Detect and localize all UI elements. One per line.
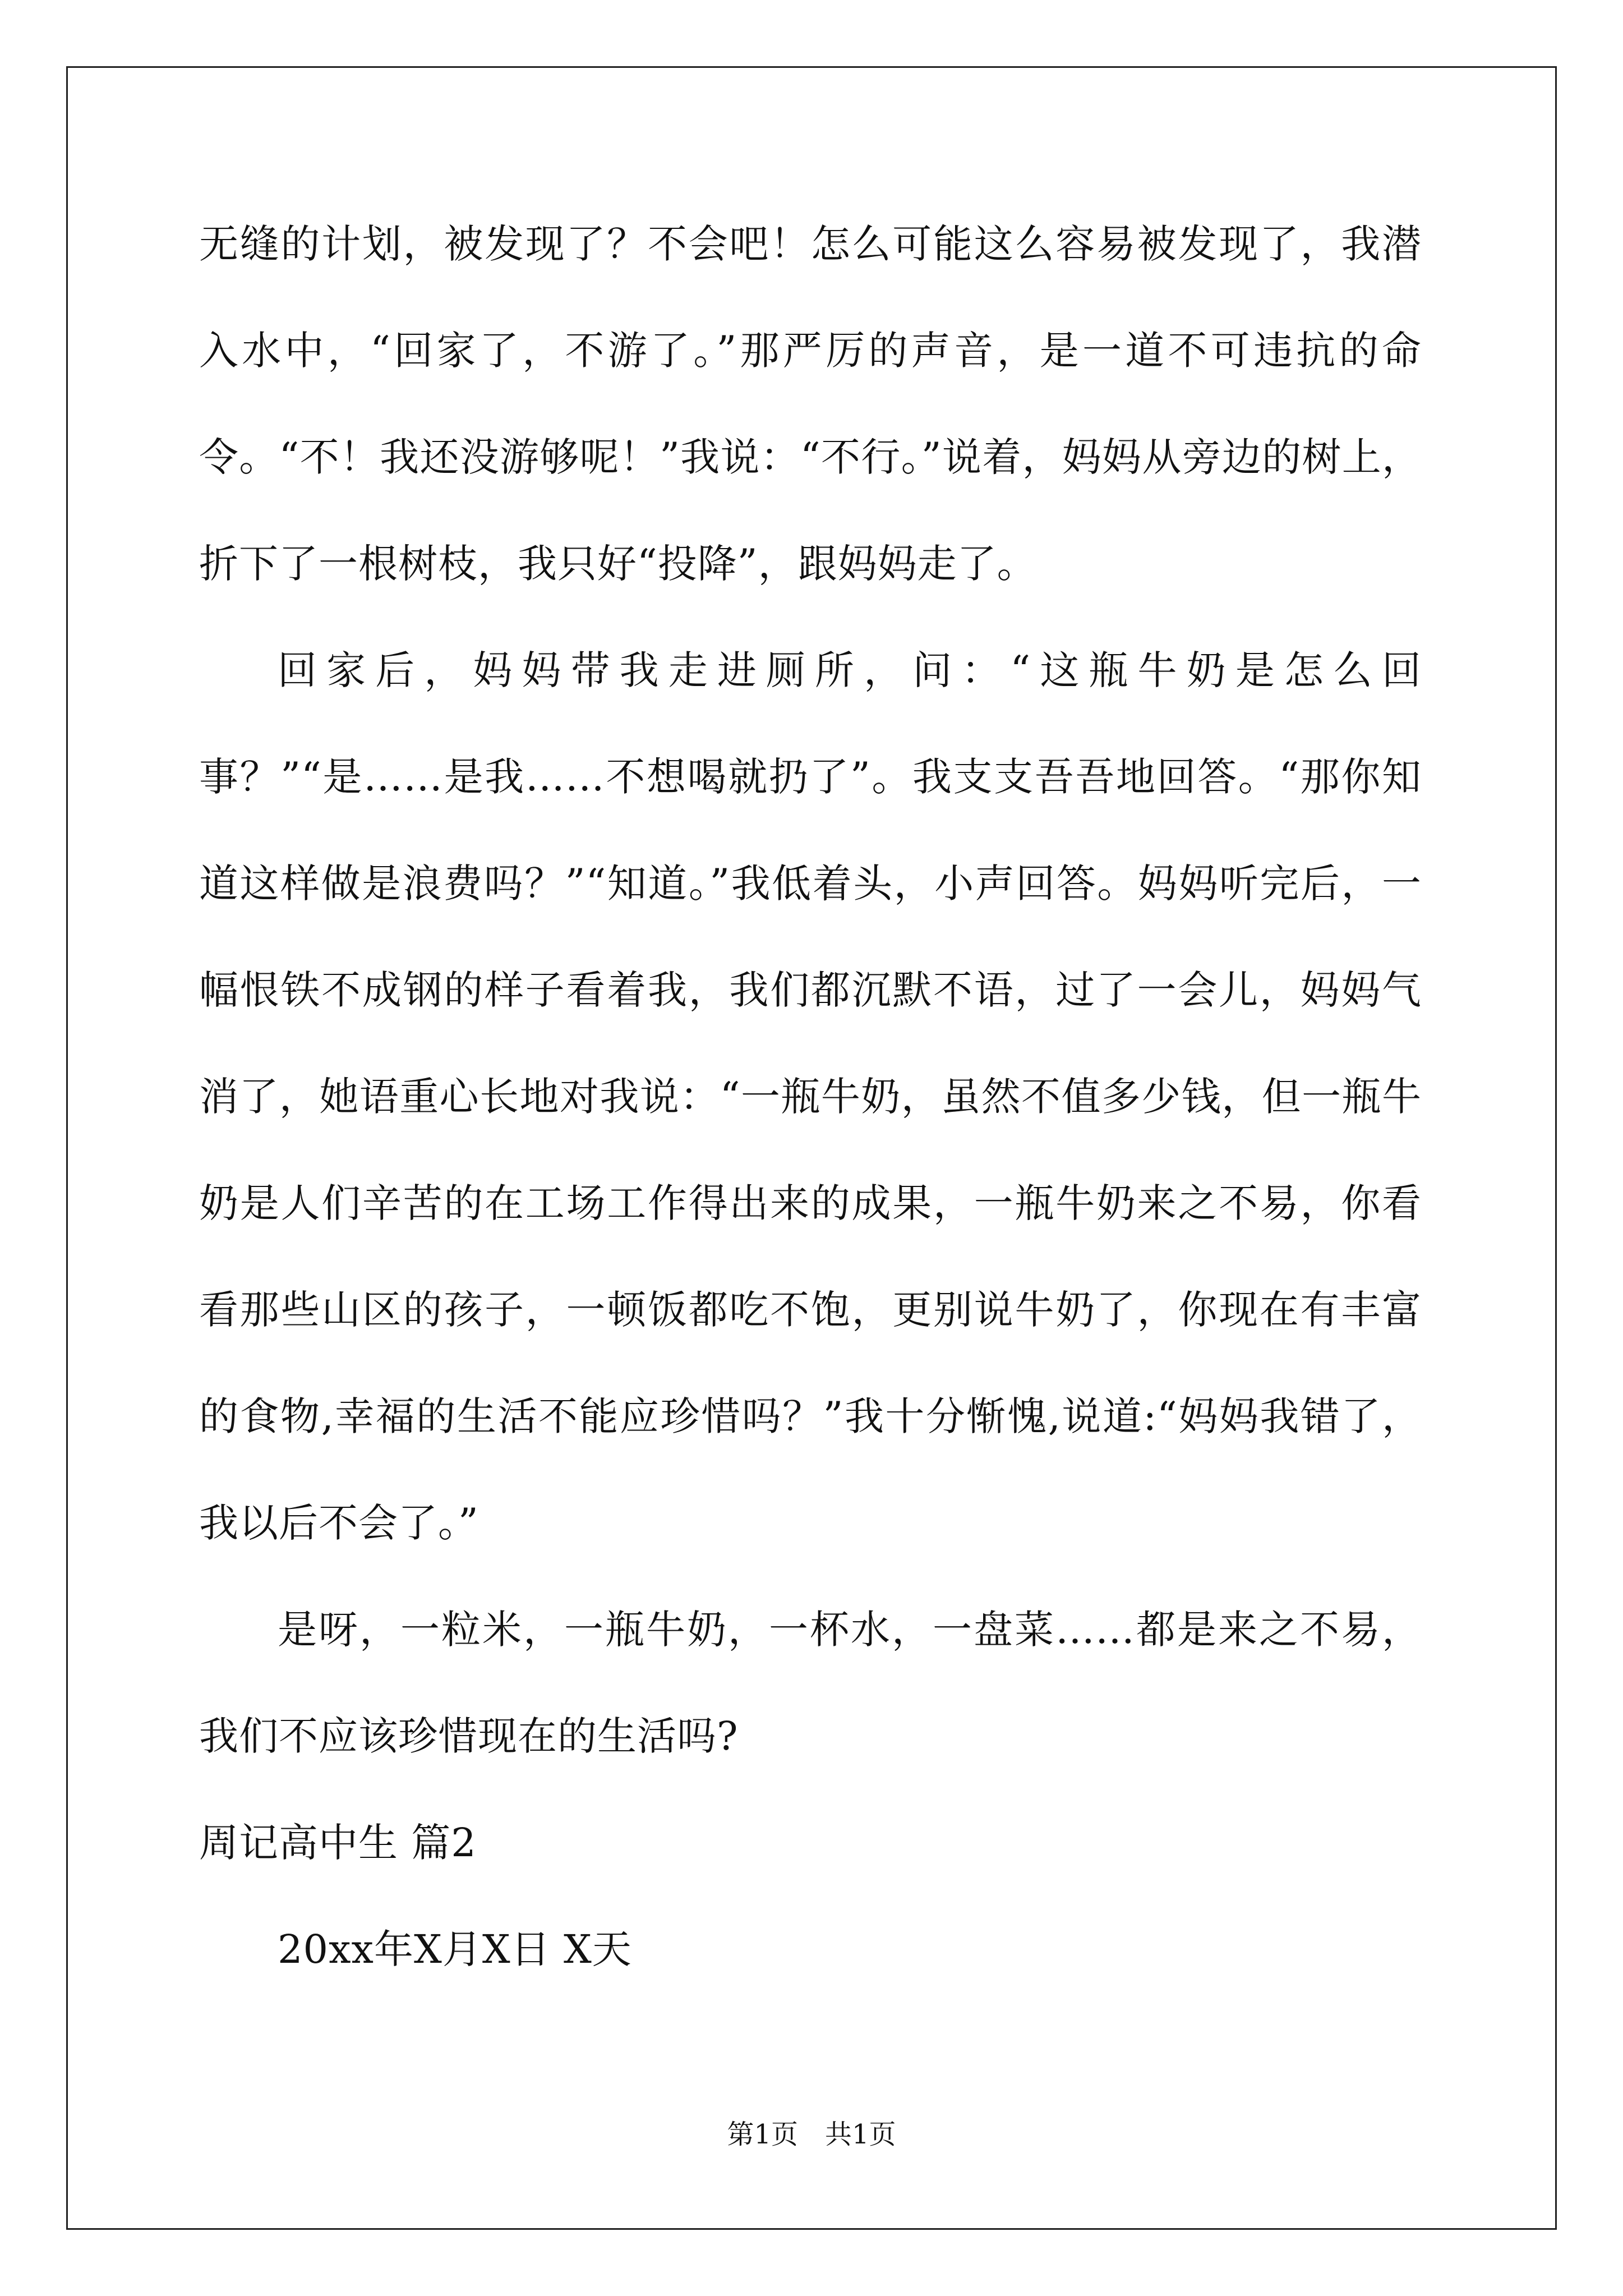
paragraph-3: 是呀，一粒米，一瓶牛奶，一杯水，一盘菜……都是来之不易，我们不应该珍惜现在的生活吗? xyxy=(199,1607,1422,1759)
page-number: 第1页 xyxy=(727,2119,798,2150)
section-heading: 周记高中生 篇2 xyxy=(199,1820,477,1866)
paragraph-2: 回家后，妈妈带我走进厕所，问：“这瓶牛奶是怎么回事？”“是……是我……不想喝就扔了”。我支支吾吾地回答。“那你知道这样做是浪费吗？”“知道。”我低着头，小声回答。妈妈听完后，一幅恨铁不成钢的样子看着我，我们都沉默不语，过了一会儿，妈妈气消了，她语重心长地对我说：“一瓶牛奶，虽然不值多少钱，但一瓶牛奶是人们辛苦的在工场工作得出来的成果，一瓶牛奶来之不易，你看看那些山区的孩子，一顿饭都吃不饱，更别说牛奶了，你现在有丰富的食物,幸福的生活不能应珍惜吗？”我十分惭愧,说道:“妈妈我错了，我以后不会了。” xyxy=(199,647,1422,1546)
page-total: 共1页 xyxy=(825,2119,896,2150)
paragraph-1: 无缝的计划，被发现了？不会吧！怎么可能这么容易被发现了，我潜入水中，“回家了，不游了。”那严厉的声音，是一道不可违抗的命令。“不！我还没游够呢！”我说：“不行。”说着，妈妈从旁边的树上，折下了一根树枝，我只好“投降”，跟妈妈走了。 xyxy=(199,221,1422,587)
page-footer xyxy=(0,2118,1623,2151)
document-body xyxy=(199,191,1422,2003)
date-line: 20xx年X月X日 X天 xyxy=(278,1926,632,1972)
